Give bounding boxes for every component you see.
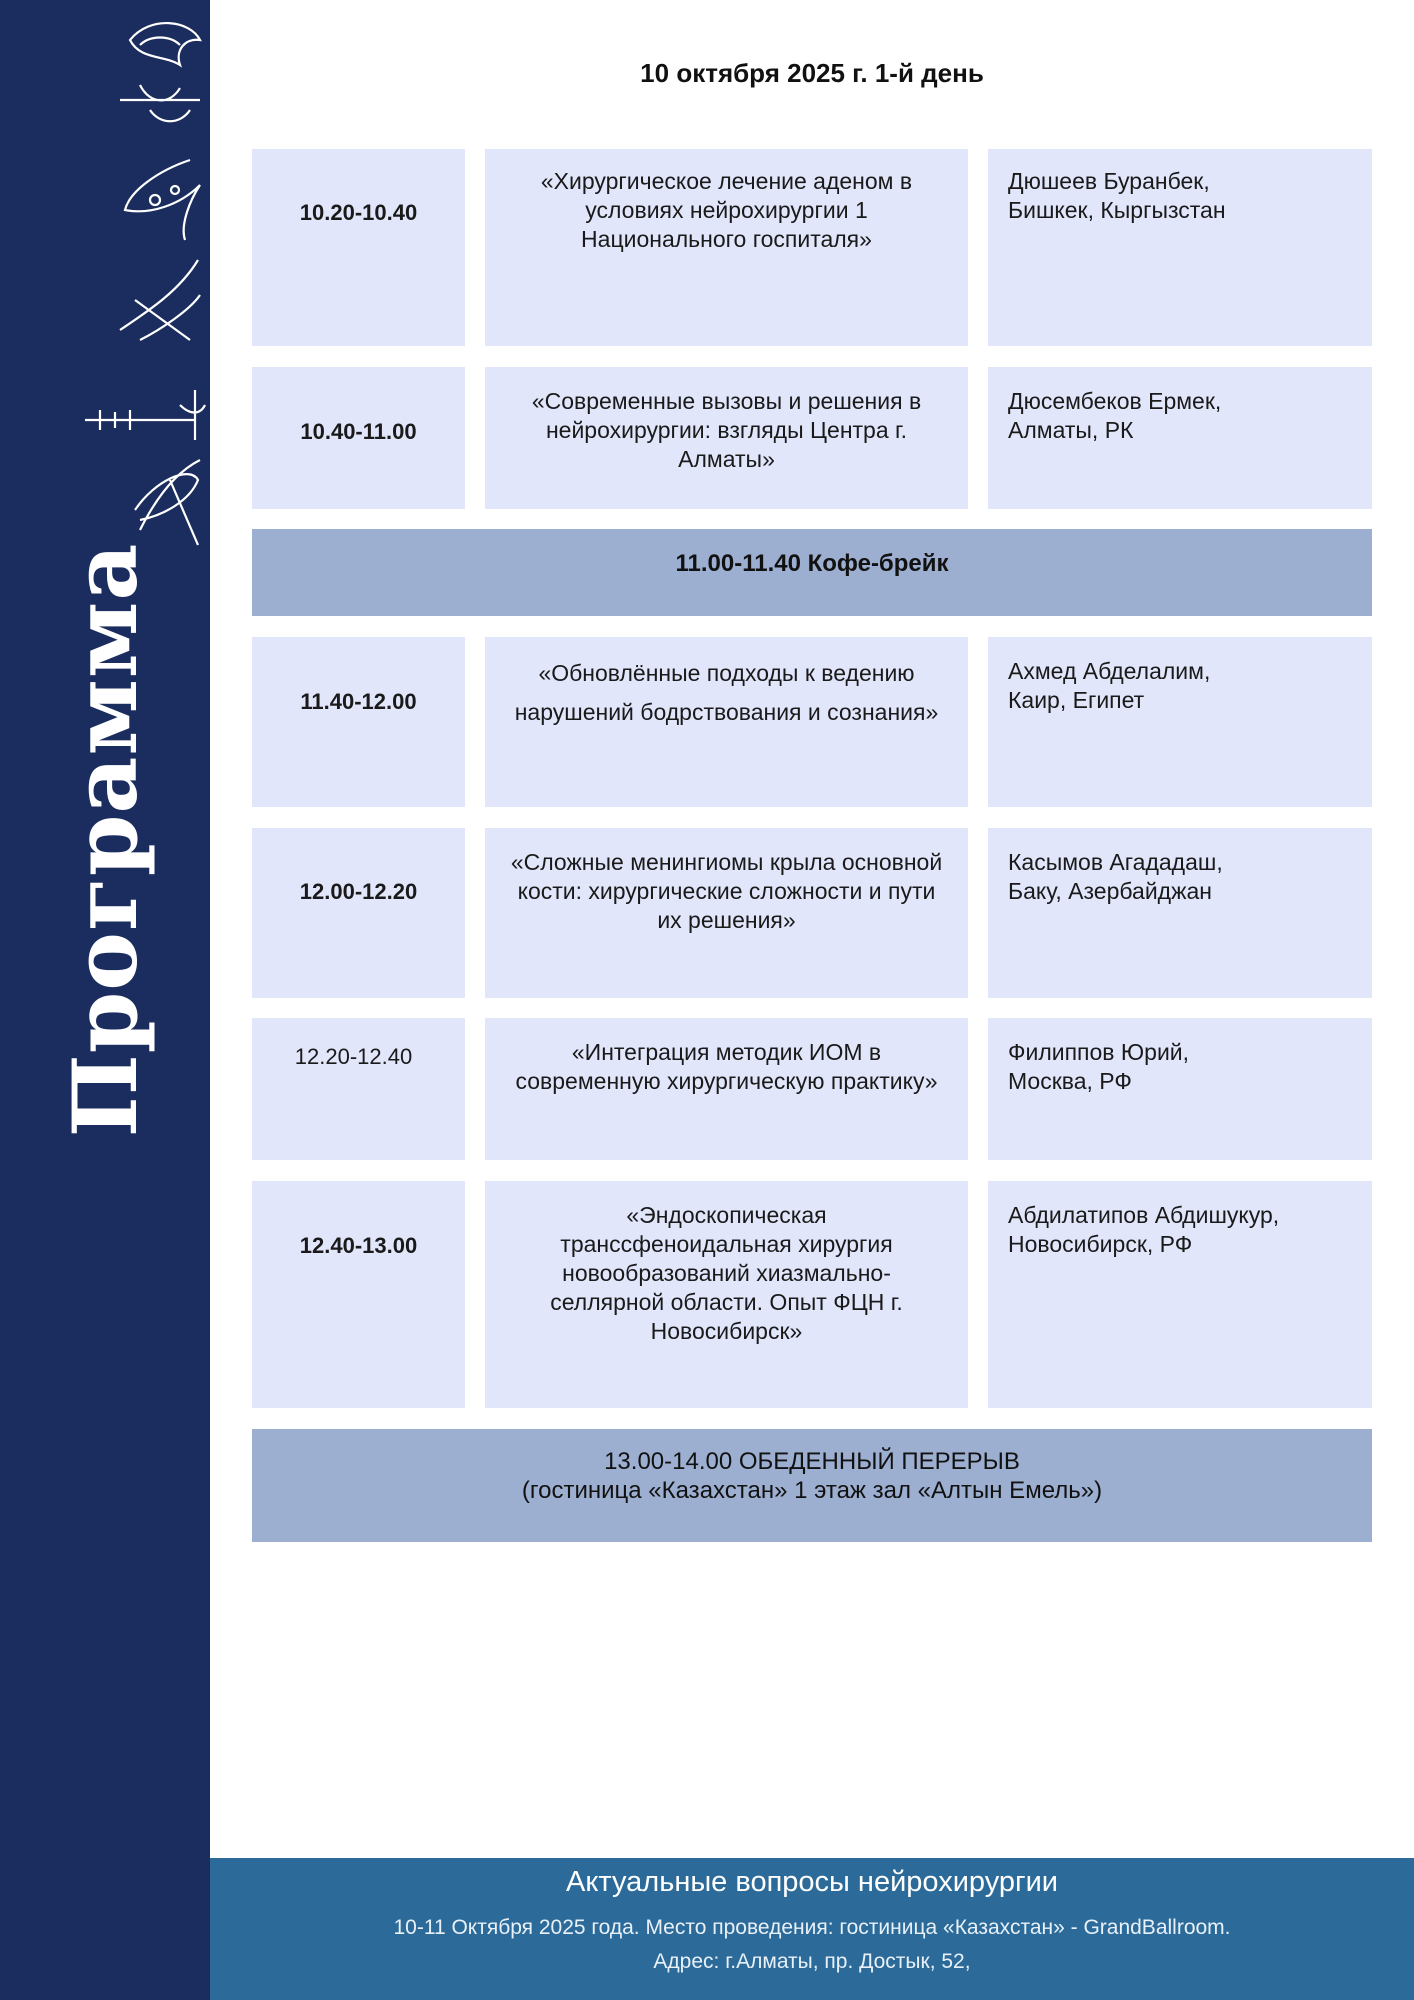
session-speaker (988, 367, 1372, 509)
break-label: 13.00-14.00 ОБЕДЕННЫЙ ПЕРЕРЫВ (604, 1448, 1020, 1475)
session-time: 11.40-12.00 (300, 689, 417, 714)
session-speaker (988, 1181, 1372, 1408)
speaker-place: Москва, РФ (1008, 1068, 1132, 1094)
program-title: Программа (53, 542, 157, 1138)
footer (210, 1858, 1414, 2000)
speaker-place: Каир, Египет (1008, 687, 1145, 713)
session-row (252, 828, 1372, 998)
session-time-cell (252, 149, 465, 346)
speaker-place: Новосибирск, РФ (1008, 1231, 1193, 1257)
session-time: 10.20-10.40 (299, 200, 418, 225)
lunch-break-band (252, 1429, 1372, 1542)
session-row (252, 367, 1372, 509)
speaker-name: Дюшеев Буранбек, (1008, 168, 1210, 194)
footer-date-venue: 10-11 Октября 2025 года. Место проведения: гостиница «Казахстан» - GrandBallroom. (393, 1916, 1231, 1939)
session-time-cell (252, 1181, 465, 1408)
session-topic: «Интеграция методик ИОМ в современную хирургическую практику» (485, 1018, 968, 1160)
session-time: 10.40-11.00 (300, 419, 417, 444)
break-location: (гостиница «Казахстан» 1 этаж зал «Алтын Емель») (521, 1477, 1103, 1504)
session-speaker (988, 637, 1372, 807)
session-row (252, 1181, 1372, 1408)
speaker-place: Бишкек, Кыргызстан (1008, 197, 1226, 223)
session-speaker (988, 828, 1372, 998)
speaker-name: Абдилатипов Абдишукур, (1008, 1202, 1280, 1228)
session-time: 12.40-13.00 (299, 1233, 418, 1258)
session-time-cell (252, 367, 465, 509)
session-time: 12.20-12.40 (294, 1044, 413, 1069)
session-row (252, 149, 1372, 346)
speaker-place: Алматы, РК (1008, 417, 1134, 443)
day-header: 10 октября 2025 г. 1-й день (640, 58, 984, 88)
speaker-name: Дюсембеков Ермек, (1008, 388, 1222, 414)
session-topic: «Современные вызовы и решения в нейрохирургии: взгляды Центра г. Алматы» (485, 367, 968, 509)
session-topic: «Эндоскопическая транссфеноидальная хирургия новообразований хиазмально-селлярной области. Опыт ФЦН г. Новосибирск» (485, 1181, 968, 1408)
footer-address: Адрес: г.Алматы, пр. Достык, 52, (653, 1950, 971, 1973)
session-time-cell (252, 1018, 465, 1160)
session-speaker (988, 1018, 1372, 1160)
break-label: 11.00-11.40 Кофе-брейк (675, 550, 949, 577)
session-time-cell (252, 637, 465, 807)
footer-title: Актуальные вопросы нейрохирургии (566, 1866, 1058, 1898)
speaker-name: Ахмед Абделалим, (1008, 658, 1211, 684)
coffee-break-band (252, 529, 1372, 616)
session-time-cell (252, 828, 465, 998)
session-row (252, 1018, 1372, 1160)
session-topic: «Сложные менингиомы крыла основной кости: хирургические сложности и пути их решения» (485, 828, 968, 998)
session-topic: «Обновлённые подходы к ведению нарушений бодрствования и сознания» (485, 637, 968, 807)
sidebar (0, 0, 210, 2000)
session-speaker (988, 149, 1372, 346)
session-topic: «Хирургическое лечение аденом в условиях нейрохирургии 1 Национального госпиталя» (485, 149, 968, 346)
session-row (252, 637, 1372, 807)
almaty-logo-icon (80, 10, 210, 550)
speaker-name: Касымов Агададаш, (1008, 849, 1223, 875)
session-time: 12.00-12.20 (299, 879, 418, 904)
speaker-place: Баку, Азербайджан (1008, 878, 1212, 904)
speaker-name: Филиппов Юрий, (1008, 1039, 1190, 1065)
